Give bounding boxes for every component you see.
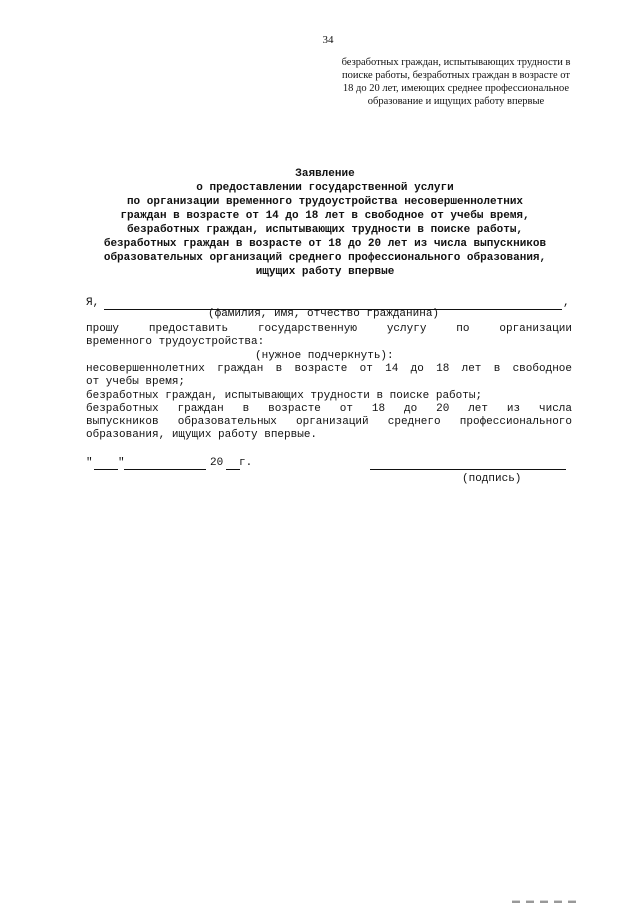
date-quote-open: " <box>86 457 93 469</box>
date-month-line[interactable] <box>124 469 206 470</box>
title-line: безработных граждан в возрасте от 18 до 20 лет из числа выпускников <box>103 238 547 250</box>
title-line: образовательных организаций среднего профессионального образования, <box>103 252 547 264</box>
title-line: ищущих работу впервые <box>255 266 395 278</box>
header-note <box>320 56 592 108</box>
underline-hint: (нужное подчеркнуть): <box>255 350 394 362</box>
title-line: граждан в возрасте от 14 до 18 лет в свободное от учебы время, <box>120 210 530 222</box>
signature-caption: (подпись) <box>462 473 522 485</box>
date-year-suffix: г. <box>239 457 253 469</box>
applicant-suffix: , <box>563 297 570 309</box>
signature-line[interactable] <box>370 469 566 470</box>
applicant-prefix: Я, <box>86 297 100 309</box>
date-quote-close: " <box>118 457 125 469</box>
date-year-line[interactable] <box>226 469 240 470</box>
option-unemployed-difficulty: безработных граждан, испытывающих трудности в поиске работы; <box>86 390 483 402</box>
request-line: временного трудоустройства: <box>86 336 265 348</box>
title-line: о предоставлении государственной услуги <box>196 182 454 194</box>
option-minors-cont: от учебы время; <box>86 376 186 388</box>
header-note-line: безработных граждан, испытывающих трудности в <box>341 57 571 68</box>
header-note-line: 18 до 20 лет, имеющих среднее профессиональное <box>342 83 570 94</box>
page-number: 34 <box>322 34 334 46</box>
date-year-prefix: 20 <box>210 457 224 469</box>
header-note-line: образование и ищущих работу впервые <box>367 96 545 107</box>
title-heading: Заявление <box>295 168 355 180</box>
option-graduates-cont: выпускников образовательных организаций среднего профессионального <box>86 416 572 428</box>
request-line: прошу предоставить государственную услугу по организации <box>86 323 572 335</box>
scan-marks: ▬ ▬ ▬ ▬ ▬ <box>512 896 578 905</box>
applicant-caption: (фамилия, имя, отчество гражданина) <box>208 308 440 320</box>
header-note-line: поиске работы, безработных граждан в возрасте от <box>342 70 570 81</box>
date-day-line[interactable] <box>94 469 118 470</box>
option-graduates-end: образования, ищущих работу впервые. <box>86 429 318 441</box>
document-title <box>60 167 590 279</box>
title-line: безработных граждан, испытывающих трудности в поиске работы, <box>126 224 524 236</box>
option-minors: несовершеннолетних граждан в возрасте от 14 до 18 лет в свободное <box>86 363 572 375</box>
option-graduates: безработных граждан в возрасте от 18 до 20 лет из числа <box>86 403 572 415</box>
title-line: по организации временного трудоустройства несовершеннолетних <box>126 196 524 208</box>
